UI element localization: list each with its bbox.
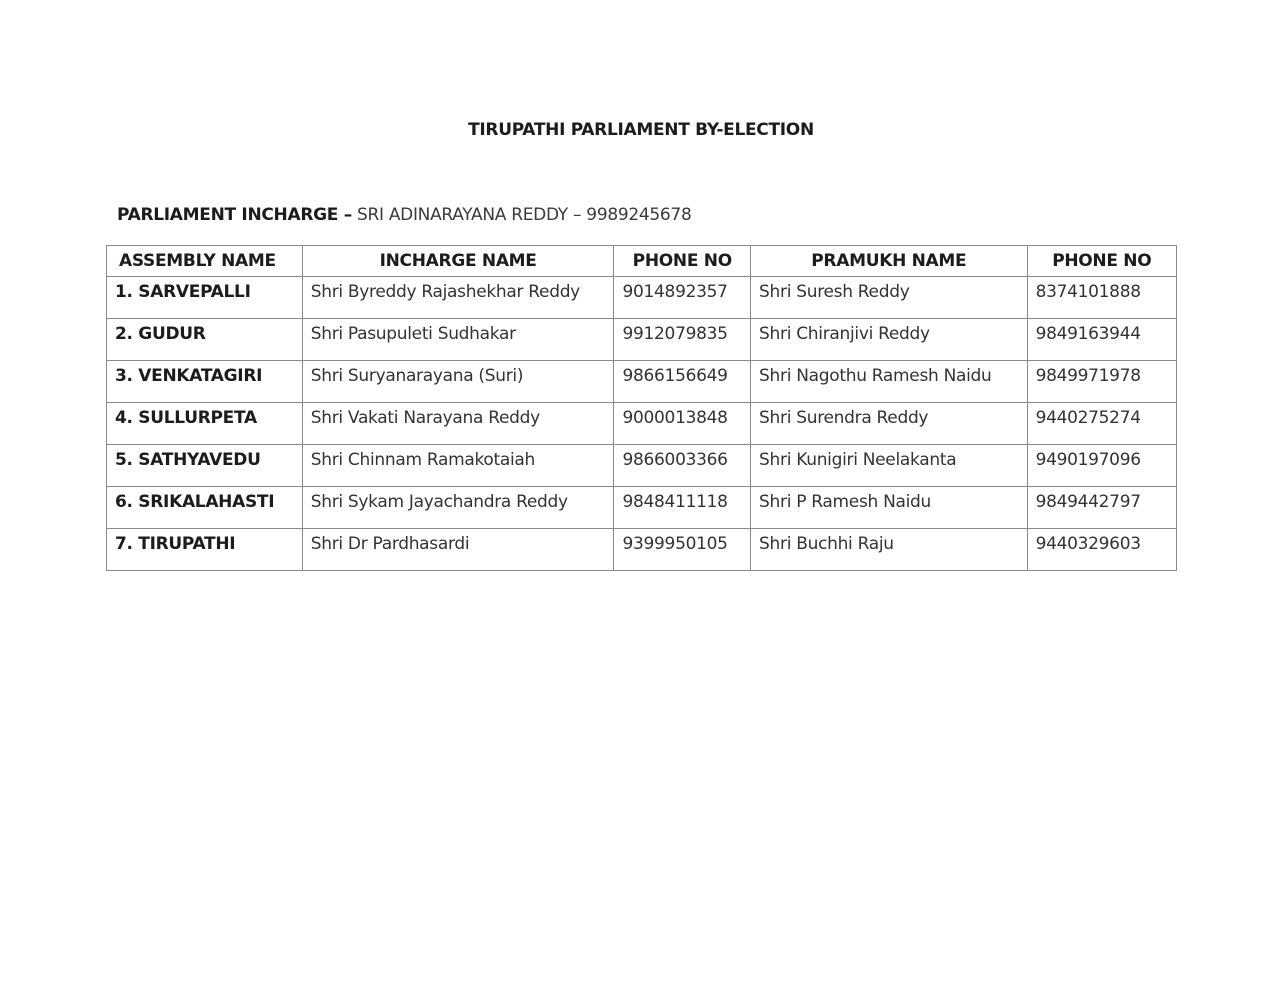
- assembly-name-cell: 3. VENKATAGIRI: [107, 361, 303, 403]
- incharge-name-cell: Shri Pasupuleti Sudhakar: [302, 319, 614, 361]
- pramukh-name-cell: Shri Chiranjivi Reddy: [751, 319, 1028, 361]
- table-row: [107, 529, 1177, 571]
- incharge-name-cell: Shri Dr Pardhasardi: [302, 529, 614, 571]
- incharge-phone-cell: 9848411118: [614, 487, 751, 529]
- pramukh-phone-cell: 9440275274: [1027, 403, 1176, 445]
- incharge-phone-cell: 9912079835: [614, 319, 751, 361]
- header-incharge-phone: PHONE NO: [614, 246, 751, 277]
- incharge-phone-cell: 9014892357: [614, 277, 751, 319]
- pramukh-phone-cell: 9849442797: [1027, 487, 1176, 529]
- incharge-name-cell: Shri Sykam Jayachandra Reddy: [302, 487, 614, 529]
- document-title: TIRUPATHI PARLIAMENT BY-ELECTION: [468, 120, 814, 140]
- assembly-name-cell: 2. GUDUR: [107, 319, 303, 361]
- pramukh-phone-cell: 9849971978: [1027, 361, 1176, 403]
- assembly-name-cell: 5. SATHYAVEDU: [107, 445, 303, 487]
- table-header-row: [107, 246, 1177, 277]
- assembly-name-cell: 4. SULLURPETA: [107, 403, 303, 445]
- incharge-phone-cell: 9399950105: [614, 529, 751, 571]
- table-row: [107, 403, 1177, 445]
- pramukh-phone-cell: 8374101888: [1027, 277, 1176, 319]
- table-row: [107, 445, 1177, 487]
- pramukh-name-cell: Shri Suresh Reddy: [751, 277, 1028, 319]
- pramukh-phone-cell: 9440329603: [1027, 529, 1176, 571]
- pramukh-phone-cell: 9490197096: [1027, 445, 1176, 487]
- incharge-name-cell: Shri Chinnam Ramakotaiah: [302, 445, 614, 487]
- assembly-name-cell: 6. SRIKALAHASTI: [107, 487, 303, 529]
- header-pramukh-name: PRAMUKH NAME: [751, 246, 1028, 277]
- table-row: [107, 277, 1177, 319]
- incharge-name-cell: Shri Vakati Narayana Reddy: [302, 403, 614, 445]
- table-row: [107, 361, 1177, 403]
- parliament-incharge-value: SRI ADINARAYANA REDDY – 9989245678: [351, 205, 692, 225]
- incharge-table: [106, 245, 1177, 571]
- table-row: [107, 487, 1177, 529]
- header-pramukh-phone: PHONE NO: [1027, 246, 1176, 277]
- pramukh-name-cell: Shri P Ramesh Naidu: [751, 487, 1028, 529]
- pramukh-phone-cell: 9849163944: [1027, 319, 1176, 361]
- header-assembly-name: ASSEMBLY NAME: [107, 246, 303, 277]
- incharge-name-cell: Shri Suryanarayana (Suri): [302, 361, 614, 403]
- assembly-name-cell: 1. SARVEPALLI: [107, 277, 303, 319]
- pramukh-name-cell: Shri Nagothu Ramesh Naidu: [751, 361, 1028, 403]
- table-row: [107, 319, 1177, 361]
- header-incharge-name: INCHARGE NAME: [302, 246, 614, 277]
- incharge-phone-cell: 9000013848: [614, 403, 751, 445]
- pramukh-name-cell: Shri Surendra Reddy: [751, 403, 1028, 445]
- incharge-phone-cell: 9866003366: [614, 445, 751, 487]
- pramukh-name-cell: Shri Buchhi Raju: [751, 529, 1028, 571]
- assembly-name-cell: 7. TIRUPATHI: [107, 529, 303, 571]
- parliament-incharge-label: PARLIAMENT INCHARGE –: [117, 205, 352, 225]
- parliament-incharge-line: [117, 205, 691, 225]
- pramukh-name-cell: Shri Kunigiri Neelakanta: [751, 445, 1028, 487]
- incharge-phone-cell: 9866156649: [614, 361, 751, 403]
- incharge-name-cell: Shri Byreddy Rajashekhar Reddy: [302, 277, 614, 319]
